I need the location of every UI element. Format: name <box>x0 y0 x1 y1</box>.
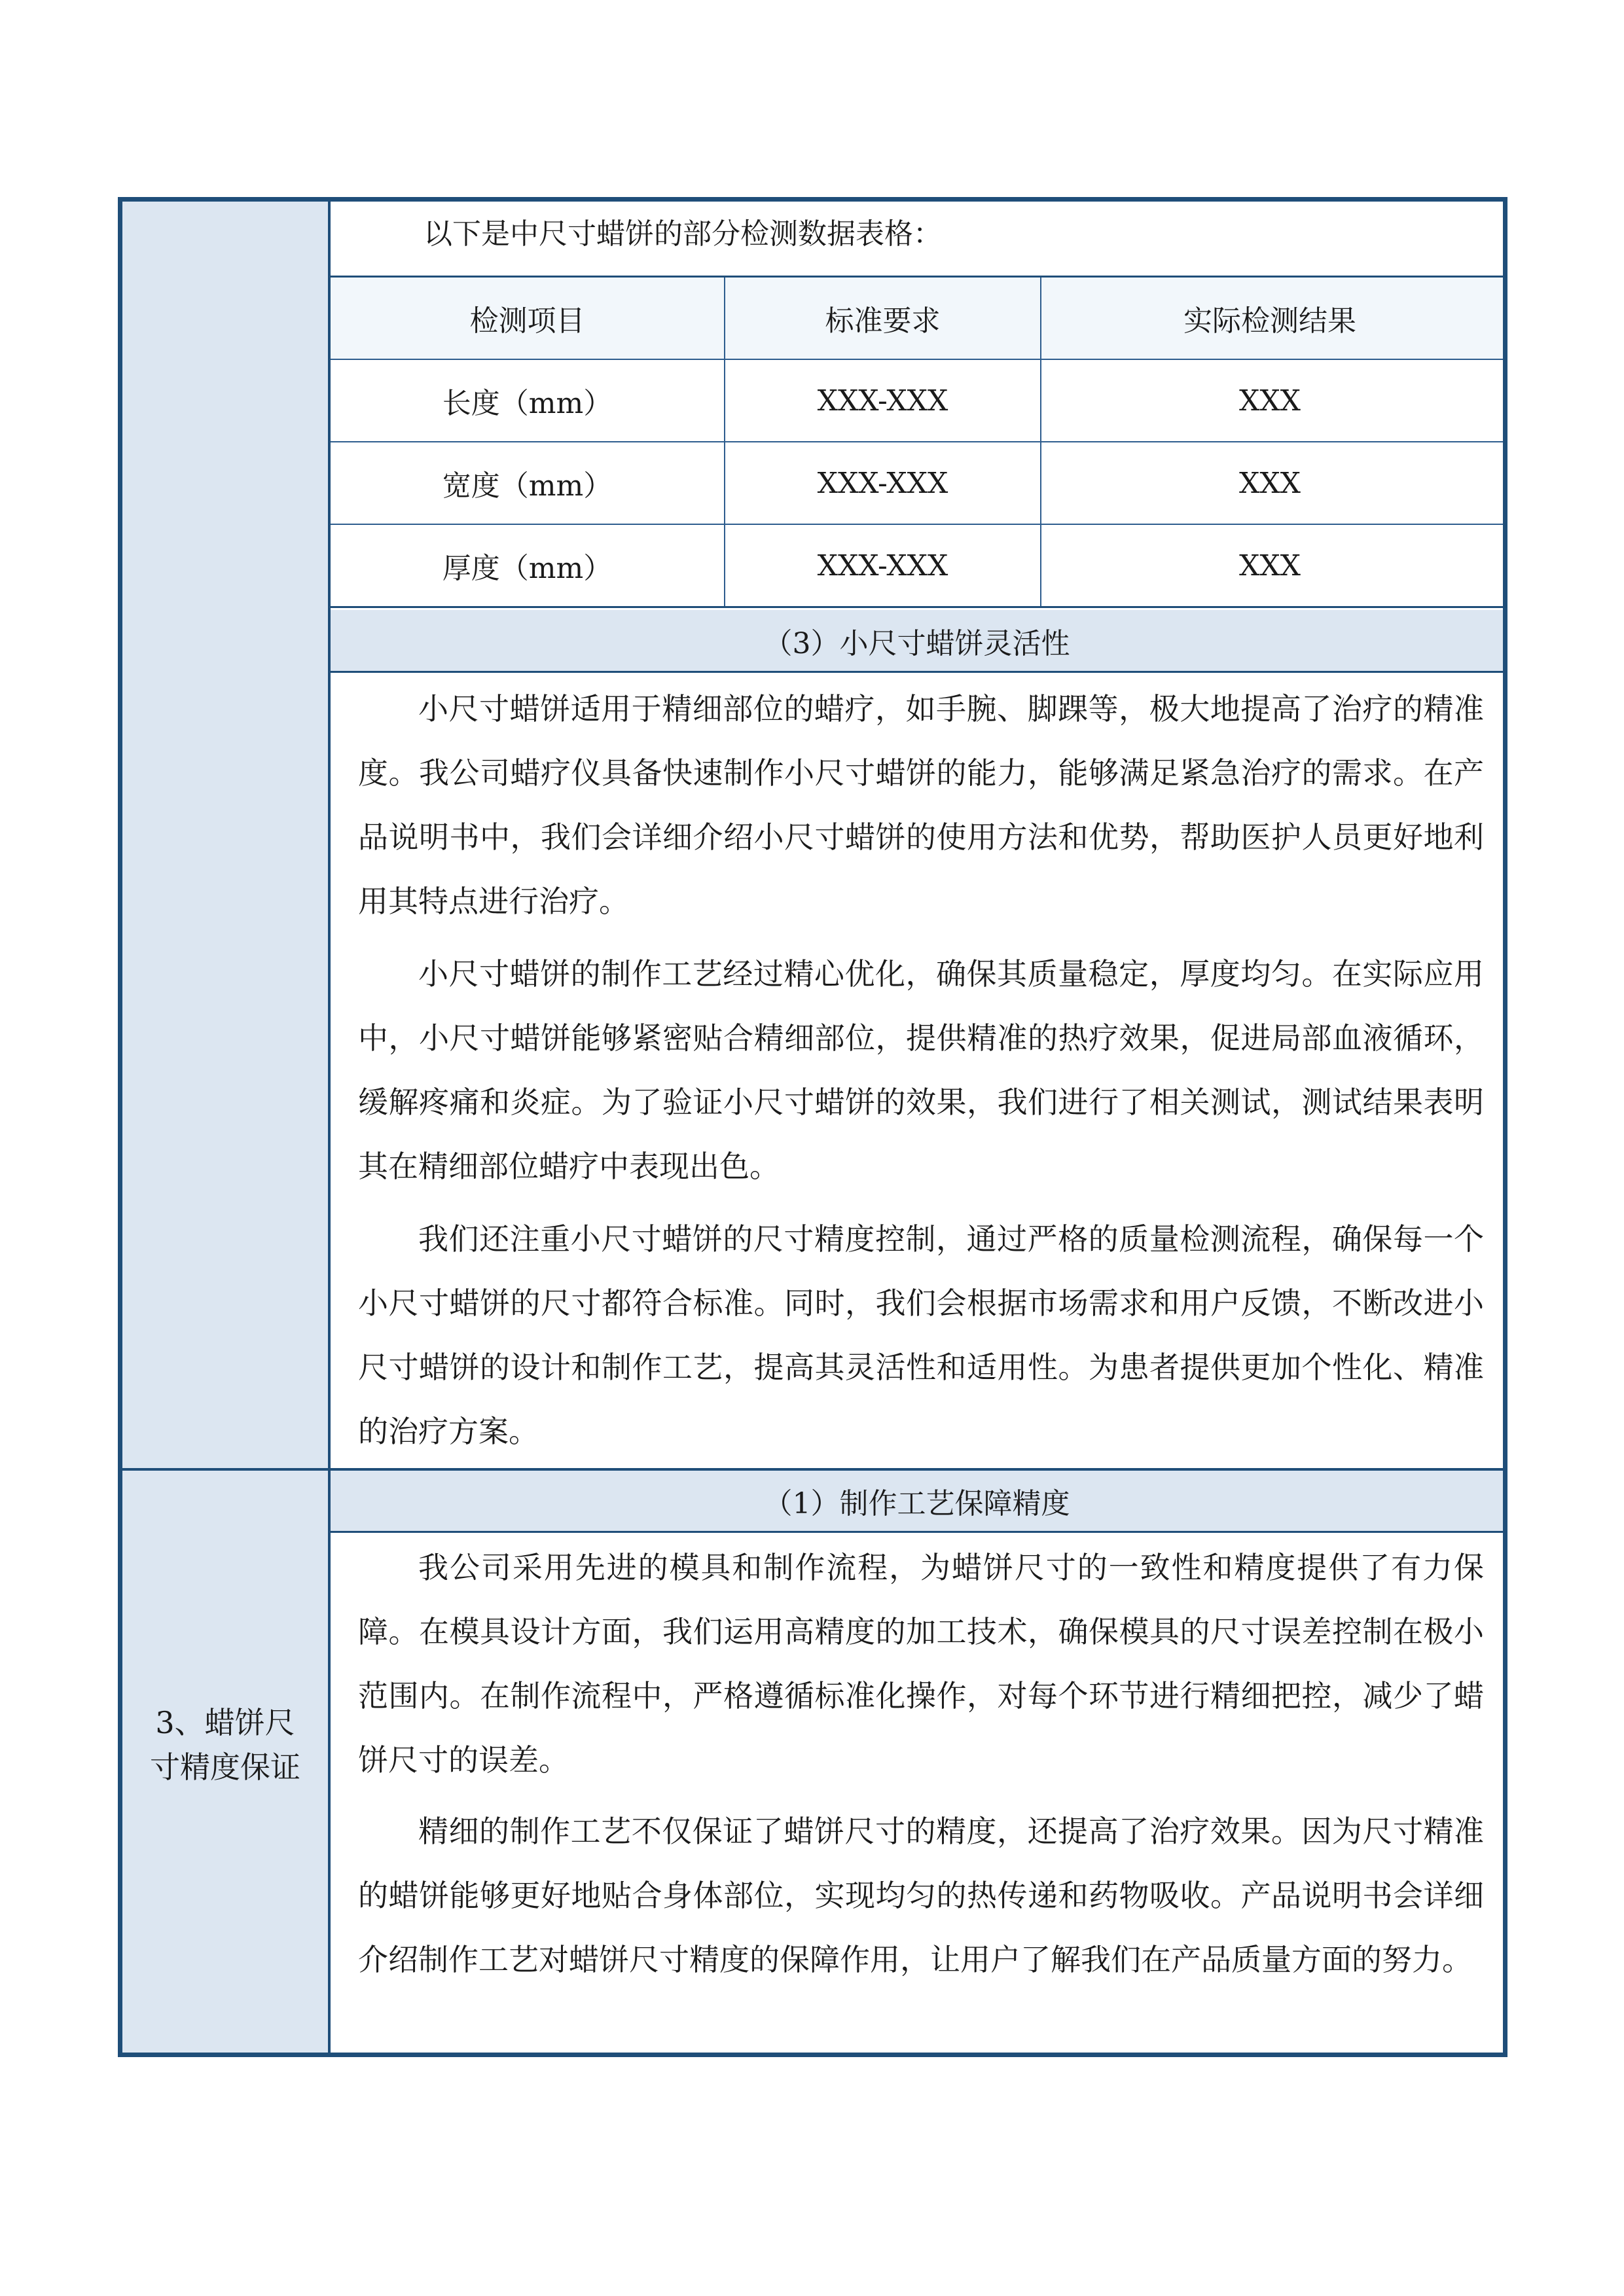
table-cell: 宽度（mm） <box>442 469 613 503</box>
table-cell: XXX-XXX <box>817 466 948 500</box>
paragraph: 精细的制作工艺不仅保证了蜡饼尺寸的精度，还提高了治疗效果。因为尺寸精准的蜡饼能够更好地贴合身体部位，实现均匀的热传递和药物吸收。产品说明书会详细介绍制作工艺对蜡饼尺寸精度的保障作用，让用户了解我们在产品质量方面的努力。 <box>358 1814 1484 1977</box>
paragraph: 我们还注重小尺寸蜡饼的尺寸精度控制，通过严格的质量检测流程，确保每一个小尺寸蜡饼的尺寸都符合标准。同时，我们会根据市场需求和用户反馈，不断改进小尺寸蜡饼的设计和制作工艺，提高其灵活性和适用性。为患者提供更加个性化、精准的治疗方案。 <box>358 1221 1484 1449</box>
table-hline <box>331 606 1503 608</box>
table-cell: XXX <box>1239 548 1301 583</box>
table-header-cell: 检测项目 <box>469 304 585 338</box>
table-cell: XXX-XXX <box>817 548 948 583</box>
section-divider <box>331 671 1503 673</box>
table-cell: XXX-XXX <box>817 384 948 418</box>
table-cell: 长度（mm） <box>442 387 613 420</box>
row-label: 3、蜡饼尺寸精度保证 <box>150 1705 300 1785</box>
left-column-top <box>122 202 328 1468</box>
table-cell: XXX <box>1239 384 1301 418</box>
paragraph: 小尺寸蜡饼的制作工艺经过精心优化，确保其质量稳定，厚度均匀。在实际应用中，小尺寸蜡饼能够紧密贴合精细部位，提供精准的热疗效果，促进局部血液循环，缓解疼痛和炎症。为了验证小尺寸蜡饼的效果，我们进行了相关测试，测试结果表明其在精细部位蜡疗中表现出色。 <box>358 956 1484 1184</box>
document-frame <box>118 197 1507 2057</box>
paragraph: 我公司采用先进的模具和制作流程，为蜡饼尺寸的一致性和精度提供了有力保障。在模具设计方面，我们运用高精度的加工技术，确保模具的尺寸误差控制在极小范围内。在制作流程中，严格遵循标准化操作，对每个环节进行精细把控，减少了蜡饼尺寸的误差。 <box>358 1550 1484 1778</box>
table-cell: XXX <box>1239 466 1301 500</box>
table-header-cell: 实际检测结果 <box>1183 304 1356 338</box>
section-heading: （3）小尺寸蜡饼灵活性 <box>331 610 1503 671</box>
table-header-cell: 标准要求 <box>825 304 941 338</box>
section-divider <box>331 1531 1503 1533</box>
data-table <box>331 278 1503 610</box>
section-heading: （1）制作工艺保障精度 <box>331 1471 1503 1531</box>
table-cell: 厚度（mm） <box>442 552 613 585</box>
paragraph: 小尺寸蜡饼适用于精细部位的蜡疗，如手腕、脚踝等，极大地提高了治疗的精准度。我公司蜡疗仪具备快速制作小尺寸蜡饼的能力，能够满足紧急治疗的需求。在产品说明书中，我们会详细介绍小尺寸蜡饼的使用方法和优势，帮助医护人员更好地利用其特点进行治疗。 <box>358 691 1484 919</box>
intro-text: 以下是中尺寸蜡饼的部分检测数据表格： <box>424 217 942 251</box>
